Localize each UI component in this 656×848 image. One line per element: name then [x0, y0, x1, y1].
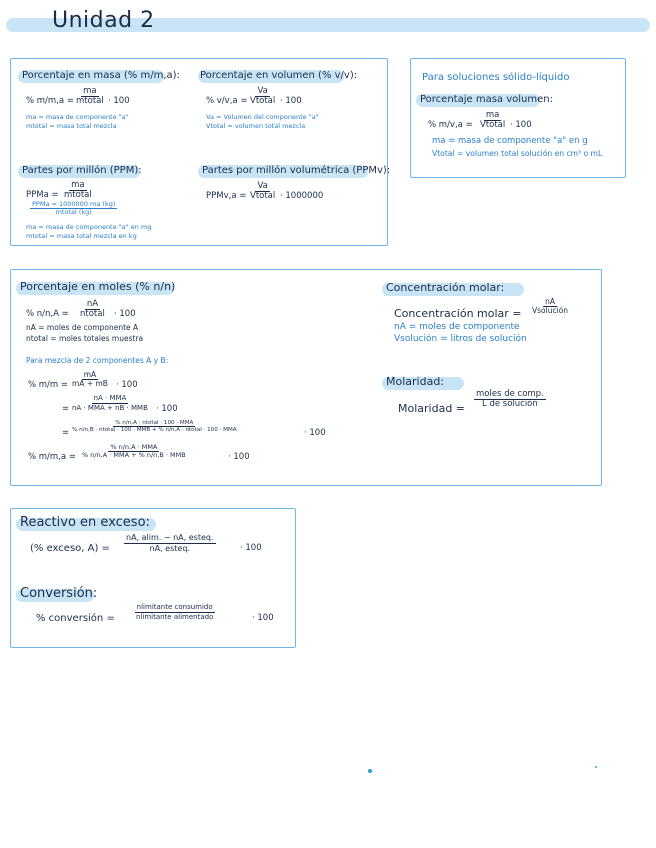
vol-pct-header: Porcentaje en volumen (% v/v): — [200, 70, 358, 81]
fraction-numerator: nA — [86, 299, 99, 309]
excess-lhs: (% exceso, A) = — [30, 543, 110, 554]
mass-pct-header: Porcentaje en masa (% m/m,a): — [22, 70, 180, 81]
fraction-numerator: % n/n,A · ntotal · 100 · MMA — [115, 420, 194, 426]
fraction-numerator: Va — [257, 181, 268, 191]
fraction-numerator: nA — [545, 297, 555, 306]
fraction-denominator: nlimitante alimentado — [136, 612, 214, 621]
ppm-note-fraction — [30, 201, 117, 217]
ppm-def2: mtotal = masa total mezcla en kg — [26, 232, 137, 240]
mass-pct-def2: mtotal = masa total mezcla — [26, 122, 117, 130]
mass-pct-tail: · 100 — [108, 96, 130, 106]
mass-volume-fraction — [478, 111, 507, 131]
mixture-l4-lhs: % m/m,a = — [28, 452, 76, 462]
fraction-denominator: Vsolución — [532, 306, 569, 316]
fraction-numerator: ma — [485, 110, 500, 120]
fraction-numerator: PPMa = 1000000 ma (kg) — [32, 200, 116, 208]
fraction-numerator: nlimitante consumido — [136, 603, 213, 611]
fraction-numerator: ma — [71, 180, 85, 190]
fraction-numerator: nA · MMA — [93, 394, 127, 402]
fraction-numerator: Va — [257, 86, 268, 96]
fraction-denominator: % n/n,B · ntotal · 100 · MMB + % n/n,A · ntotal · 100 · MMA — [72, 427, 237, 434]
mass-volume-header: Porcentaje masa volumen: — [420, 94, 553, 105]
decorative-dot — [368, 769, 372, 773]
mixture-header: Para mezcla de 2 componentes A y B: — [26, 356, 169, 365]
mixture-l3-fraction — [70, 420, 239, 434]
mixture-l2-tail: · 100 — [156, 404, 178, 414]
mixture-l1-fraction — [70, 371, 110, 389]
mixture-l4-fraction — [80, 444, 188, 460]
molar-def1: nA = moles de componente — [394, 322, 520, 332]
ppmv-tail: · 1000000 — [280, 191, 324, 201]
vol-pct-lhs: % v/v,a = — [206, 96, 248, 106]
conversion-lhs: % conversión = — [36, 613, 115, 624]
conversion-header: Conversión: — [20, 586, 98, 601]
ppmv-header: Partes por millón volumétrica (PPMv): — [202, 165, 391, 176]
ppm-def1: ma = masa de componente "a" en mg — [26, 223, 152, 231]
fraction-denominator: mtotal — [64, 190, 92, 201]
molar-header: Concentración molar: — [386, 281, 505, 294]
fraction-denominator: Vtotal — [480, 120, 506, 131]
excess-header: Reactivo en exceso: — [20, 515, 150, 530]
fraction-denominator: mA + mB — [72, 379, 108, 389]
fraction-denominator: mtotal (kg) — [55, 208, 92, 217]
fraction-denominator: Vtotal — [250, 96, 276, 107]
ppm-fraction — [62, 181, 94, 201]
ppmv-fraction — [248, 182, 277, 202]
fraction-denominator: nA, esteq. — [149, 543, 190, 553]
molarity-lhs: Molaridad = — [398, 402, 466, 415]
ppmv-lhs: PPMv,a = — [206, 191, 247, 201]
mass-pct-fraction — [74, 87, 106, 107]
mol-pct-lhs: % n/n,A = — [26, 309, 69, 319]
ppm-header: Partes por millón (PPM): — [22, 165, 142, 176]
decorative-dot — [595, 766, 597, 768]
fraction-denominator: Vtotal — [250, 191, 276, 202]
mixture-l4-tail: · 100 — [228, 452, 250, 462]
fraction-denominator: mtotal — [76, 96, 104, 107]
mixture-l2-lhs: = — [62, 404, 70, 414]
molar-def2: Vsolución = litros de solución — [394, 334, 527, 344]
fraction-numerator: % n/n,A · MMA — [110, 443, 158, 451]
vol-pct-def1: Va = Volumen del componente "a" — [206, 113, 319, 121]
fraction-denominator: nA · MMA + nB · MMB — [72, 403, 148, 412]
mol-pct-fraction — [78, 300, 107, 320]
mol-pct-header: Porcentaje en moles (% n/n) — [20, 280, 176, 293]
solid-liquid-header: Para soluciones sólido-líquido — [422, 72, 570, 83]
vol-pct-def2: Vtotal = volumen total mezcla — [206, 122, 306, 130]
mixture-l1-tail: · 100 — [116, 380, 138, 390]
mol-pct-tail: · 100 — [114, 309, 136, 319]
mass-pct-def1: ma = masa de componente "a" — [26, 113, 129, 121]
fraction-denominator: ntotal — [80, 309, 105, 320]
fraction-numerator: ma — [83, 86, 97, 96]
molarity-header: Molaridad: — [386, 375, 445, 388]
conversion-tail: · 100 — [252, 613, 274, 623]
page-title: Unidad 2 — [52, 8, 155, 33]
fraction-denominator: L de solución — [482, 399, 538, 410]
mixture-l3-lhs: = — [62, 428, 70, 438]
mass-pct-lhs: % m/m,a = — [26, 96, 74, 106]
mixture-l2-fraction — [70, 395, 150, 412]
vol-pct-tail: · 100 — [280, 96, 302, 106]
conversion-fraction — [134, 604, 215, 621]
mass-volume-tail: · 100 — [510, 120, 532, 130]
mass-volume-def1: ma = masa de componente "a" en g — [432, 136, 588, 146]
fraction-denominator: % n/n,A · MMA + % n/n,B · MMB — [82, 451, 186, 460]
mol-pct-def1: nA = moles de componente A — [26, 323, 139, 332]
concentration-box — [10, 58, 391, 246]
ppm-lhs: PPMa = — [26, 190, 59, 200]
mass-volume-def2: Vtotal = volumen total solución en cm³ o mL — [432, 149, 603, 158]
mol-pct-def2: ntotal = moles totales muestra — [26, 334, 144, 343]
fraction-numerator: mA — [83, 370, 97, 379]
mixture-l1-lhs: % m/m = — [28, 380, 69, 390]
mixture-l3-tail: · 100 — [304, 428, 326, 438]
excess-tail: · 100 — [240, 543, 262, 553]
mass-volume-lhs: % m/v,a = — [428, 120, 473, 130]
fraction-numerator: moles de comp. — [476, 389, 544, 399]
molar-lhs: Concentración molar = — [394, 307, 522, 320]
fraction-numerator: nA, alim. − nA, esteq. — [126, 533, 214, 542]
molar-fraction — [530, 298, 570, 316]
vol-pct-fraction — [248, 87, 277, 107]
molarity-fraction — [474, 390, 546, 410]
excess-fraction — [124, 534, 216, 553]
